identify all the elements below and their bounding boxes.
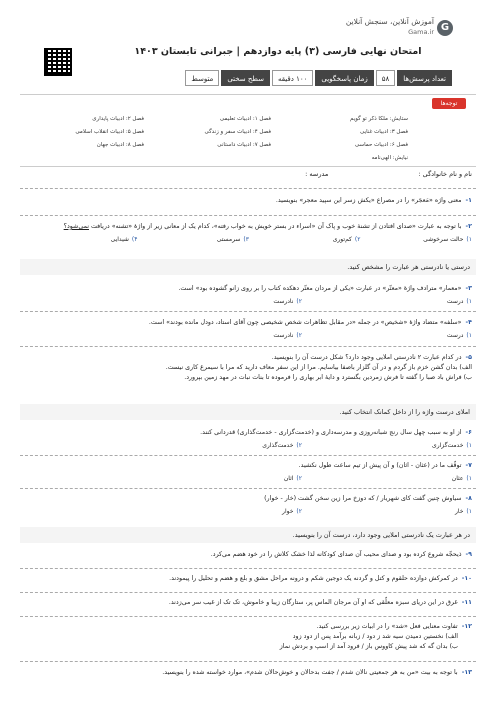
- school-label: مدرسه :: [305, 170, 329, 178]
- option[interactable]: ۲)اثان: [283, 475, 302, 482]
- chapter: فصل ۵: ادبیات انقلاب اسلامی: [75, 129, 144, 135]
- question-10: [26, 574, 472, 584]
- question-11: [26, 598, 472, 608]
- option[interactable]: ۱)درست: [446, 332, 472, 339]
- question-text: «معمار» مترادف واژهٔ «معتّر» در عبارت «یکی از مردان معتّر دهکده کتاب را بر روی زانو گشوده بود» است.: [178, 285, 462, 292]
- question-number: ۹-: [465, 551, 472, 558]
- question-8: [26, 494, 472, 517]
- question-number: ۱۳-: [461, 669, 472, 676]
- question-6: [26, 428, 472, 451]
- brand: [346, 17, 434, 37]
- question-text: معنی واژه «مَعجَر» را در مصراع «یکش زسر این سپید معجر» بنویسید.: [275, 197, 462, 204]
- question-text: در کدام عبارت ۲ نادرستی املایی وجود دارد؟ شکل درست آن را بنویسید.: [271, 354, 462, 361]
- chapter: فصل ۷: ادبیات داستانی: [217, 142, 271, 148]
- brand-name: آموزش آنلاین، سنجش آنلاین: [345, 17, 434, 26]
- question-text: تفاوت معنایی فعل «شد» را در ابیات زیر بررسی کنید.: [316, 623, 458, 630]
- divider: [20, 616, 476, 617]
- divider: [20, 455, 476, 456]
- question-5: [26, 353, 472, 383]
- question-number: ۱-: [465, 197, 472, 204]
- question-number: ۶-: [465, 429, 472, 436]
- question-9: [26, 550, 472, 560]
- question-number: ۱۱-: [461, 599, 472, 606]
- question-7: [26, 461, 472, 484]
- time-value: ۱۰۰ دقیقه: [272, 70, 313, 86]
- level-label: سطح سختی: [221, 70, 270, 86]
- question-part-a: الف) بدان گشن خزم باز گردم و در آن گلزار باصفا بیاسایم. مرا از این سفر معاف دارید که مرا با سیمرغ کاری نیست.: [165, 364, 472, 371]
- option[interactable]: ۱)حالت سرخوشی: [423, 236, 472, 243]
- chapter: نیایش: الهی‌نامه: [371, 155, 408, 161]
- section-heading: املای درست واژه را از داخل کمانک انتخاب کنید.: [20, 404, 476, 420]
- divider: [20, 592, 476, 593]
- option[interactable]: ۱)خار: [454, 508, 472, 515]
- option[interactable]: ۲)نادرست: [273, 332, 302, 339]
- chapter: فصل ۳: ادبیات غنایی: [360, 129, 408, 135]
- question-text: از او به سبب چهل سال رنج شبانه‌روزی و مدرسه‌داری و (خدمت‌گزاری - خدمت‌گذاری) قدردانی کنند.: [200, 429, 462, 436]
- notice-badge: توجه‌ها: [432, 98, 466, 109]
- section-heading: در هر عبارت یک نادرستی املایی وجود دارد، درست آن را بنویسید.: [20, 527, 476, 543]
- question-13: [26, 668, 472, 678]
- divider: [20, 166, 476, 167]
- question-part-b: ب) بدان گه که شد پیش کاووس باز / فرود آمد از اسپ و بردش نماز: [279, 643, 458, 650]
- option[interactable]: ۱)درست: [446, 298, 472, 305]
- header: [0, 0, 496, 100]
- question-number: ۱۰-: [461, 575, 472, 582]
- option[interactable]: ۲)خوار: [282, 508, 302, 515]
- divider: [20, 188, 476, 189]
- question-text: ذیحجّه شروع کرده بود و صدای محیب آن صدای کودکانه لذا خشک کلاش را در خود هضم می‌کرد.: [210, 551, 462, 558]
- divider: [20, 568, 476, 569]
- question-number: ۳-: [465, 285, 472, 292]
- question-number: ۴-: [465, 319, 472, 326]
- option[interactable]: ۲)کم‌توری: [332, 236, 361, 243]
- question-text: غرق در این دریای سبزه معلّقی که او آن مرجان الماس پر، ستارگان زیبا و خاموش، تک تک از غیب سر می‌زدند.: [168, 599, 458, 606]
- question-2: [26, 222, 472, 245]
- divider: [20, 346, 476, 347]
- question-number: ۲-: [465, 223, 472, 230]
- count-value: ۵۸: [376, 70, 396, 86]
- chapter: فصل ۴: ادبیات سفر و زندگی: [204, 129, 271, 135]
- brand-site[interactable]: Gama.ir: [408, 28, 434, 36]
- question-emphasis: نمی‌شود؟: [63, 223, 89, 230]
- question-text: «سلفه» متضاد واژهٔ «شخیص» در جمله «در مقابل تظاهرات شخص شخیصی چون آقای استاد، دودل مانده بودند» است.: [148, 319, 462, 326]
- chapter: فصل ۶: ادبیات حماسی: [354, 142, 408, 148]
- question-number: ۷-: [465, 462, 472, 469]
- option[interactable]: ۱)خدمت‌گزاری: [432, 442, 472, 449]
- chapter: فصل ۱: ادبیات تعلیمی: [219, 116, 271, 122]
- exam-info: [185, 70, 452, 86]
- question-1: [26, 196, 472, 206]
- section-heading: درستی یا نادرستی هر عبارت را مشخص کنید.: [20, 259, 476, 275]
- question-number: ۵-: [465, 354, 472, 361]
- option[interactable]: ۳)سرمستی: [216, 236, 249, 243]
- divider: [20, 488, 476, 489]
- question-4: [26, 318, 472, 341]
- exam-title: امتحان نهایی فارسی (۳) پایه دوازدهم | جبرانی تابستان ۱۴۰۳: [134, 46, 422, 57]
- student-info: [24, 170, 472, 178]
- chapter: فصل ۲: ادبیات پایداری: [92, 116, 144, 122]
- option[interactable]: ۲)نادرست: [273, 298, 302, 305]
- level-value: متوسط: [185, 70, 219, 86]
- question-text: با توجه به عبارت «صدای افتادن از تشنهٔ خوب و پاک آن «اسراء در بستر خویش به خواب رفته»، کدام یک از معانی زیر از واژهٔ «تشنه» دریافت: [88, 223, 462, 230]
- question-text: با توجه به بیت «من به هر جمعیتی نالان شدم / جفت بدحالان و خوش‌حالان شدم»، موارد خواسته شده را بنویسید.: [162, 669, 458, 676]
- count-label: تعداد پرسش‌ها: [397, 70, 452, 86]
- time-label: زمان پاسخگویی: [315, 70, 373, 86]
- question-text: سیاوش چنین گفت کای شهریار / که دوزخ مرا زین سخن گشت (خار - خوار): [264, 495, 462, 502]
- qr-code: [44, 48, 72, 76]
- question-text: در کمرکش دوازده حلقوم و کتل و گردنه یک دوجین شکم و درونه مراحل مشق و بلع و هضم و تحلیل را پیمودند.: [169, 575, 458, 582]
- gama-logo-icon: G: [437, 20, 453, 36]
- divider: [20, 661, 476, 662]
- question-part-b: ب) فراش باد صبا را گفته تا فرش زمردین بگسترد و دایهٔ ابر بهاری را فرموده تا بنات نبات در مهد زمین بپرورد.: [184, 374, 472, 381]
- divider: [20, 311, 476, 312]
- option[interactable]: ۴)شیدایی: [110, 236, 138, 243]
- divider: [20, 94, 476, 95]
- option[interactable]: ۲)خدمت‌گذاری: [262, 442, 302, 449]
- question-text: توقّف ما در (عثان - اثان) و آن پیش از تیم ساعت طول نکشید.: [298, 462, 462, 469]
- divider: [20, 215, 476, 216]
- question-12: [26, 622, 472, 652]
- question-number: ۸-: [465, 495, 472, 502]
- chapter: فصل ۸: ادبیات جهان: [96, 142, 144, 148]
- question-part-a: الف) نخستین دمیدن سیه شد ز دود / زبانه برآمد پس از دود زود: [292, 633, 458, 640]
- question-3: [26, 284, 472, 307]
- name-label: نام و نام خانوادگی :: [418, 170, 472, 178]
- chapter: ستایش: ملکا ذکر تو گویم: [350, 116, 408, 122]
- question-number: ۱۲-: [461, 623, 472, 630]
- option[interactable]: ۱)عثان: [451, 475, 472, 482]
